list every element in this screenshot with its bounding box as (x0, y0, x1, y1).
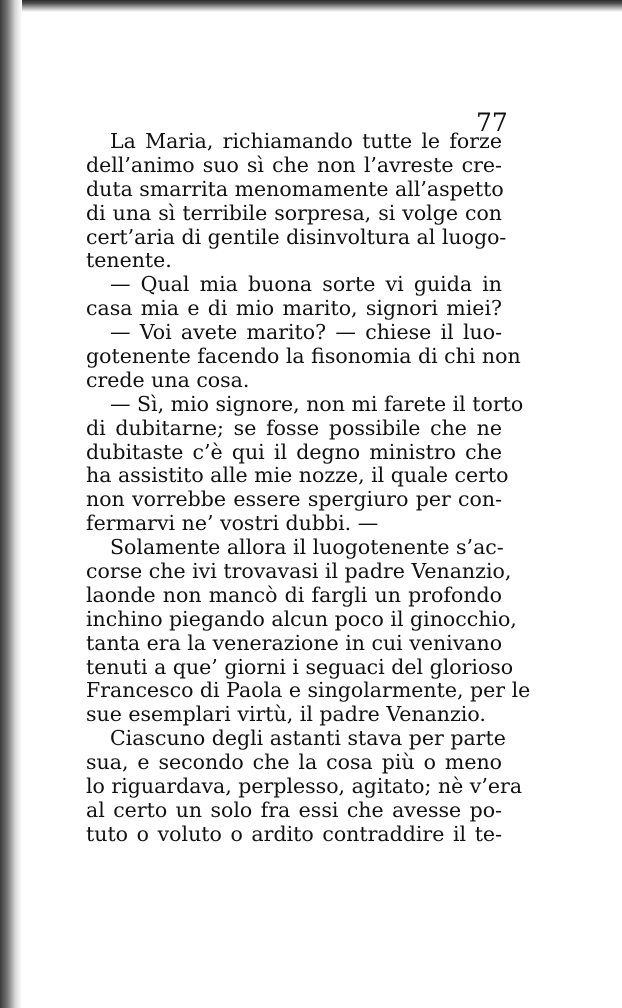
text-line: sue esemplari virtù, il padre Venanzio. (86, 702, 486, 727)
text-line: dell’animo suo sì che non l’avreste cre- (86, 152, 502, 177)
text-line: sua, e secondo che la cosa più o meno (86, 750, 502, 775)
text-line: di dubitarne; se fosse possibile che ne (86, 415, 502, 440)
text-line: — Qual mia buona sorte vi guida in (110, 272, 502, 297)
scan-binding-edge (0, 0, 22, 1008)
page-number: 77 (476, 108, 508, 137)
text-line: Solamente allora il luogotenente s’ac- (110, 535, 504, 560)
text-line: casa mia e di mio marito, signori miei? (86, 296, 502, 321)
text-line: ha assistito alle mie nozze, il quale certo (86, 463, 509, 488)
text-line: dubitaste c’è qui il degno ministro che (86, 439, 502, 464)
text-line: fermarvi ne’ vostri dubbi. — (86, 511, 379, 536)
text-line: duta smarrita menomamente all’aspetto (86, 176, 504, 201)
text-line: corse che ivi trovavasi il padre Venanzio, (86, 559, 512, 584)
scan-top-edge (0, 0, 622, 12)
text-line: tuto o voluto o ardito contraddire il te- (86, 821, 502, 846)
page-body-text (86, 129, 531, 847)
text-line: lo riguardava, perplesso, agitato; nè v’era (86, 774, 523, 799)
text-line: laonde non mancò di fargli un profondo (86, 582, 502, 607)
text-line: inchino piegando alcun poco il ginocchio, (86, 606, 517, 631)
text-line: Ciascuno degli astanti stava per parte (110, 726, 506, 751)
text-line: tanta era la venerazione in cui venivano (86, 630, 503, 655)
text-line: crede una cosa. (86, 367, 250, 392)
text-line: gotenente facendo la fisonomia di chi non (86, 344, 521, 369)
text-line: non vorrebbe essere spergiuro per con- (86, 487, 502, 512)
text-line: al certo un solo fra essi che avesse po- (86, 797, 502, 822)
text-line: Francesco di Paola e singolarmente, per le (86, 678, 531, 703)
text-line: di una sì terribile sorpresa, si volge con (86, 200, 502, 225)
text-line: cert’aria di gentile disinvoltura al luogo- (86, 224, 507, 249)
text-line: — Sì, mio signore, non mi farete il torto (110, 391, 524, 416)
text-line: tenente. (86, 248, 172, 273)
text-line: — Voi avete marito? — chiese il luo- (110, 320, 502, 345)
text-line: tenuti a que’ giorni i seguaci del glorioso (86, 654, 514, 679)
text-line: La Maria, richiamando tutte le forze (110, 129, 502, 153)
